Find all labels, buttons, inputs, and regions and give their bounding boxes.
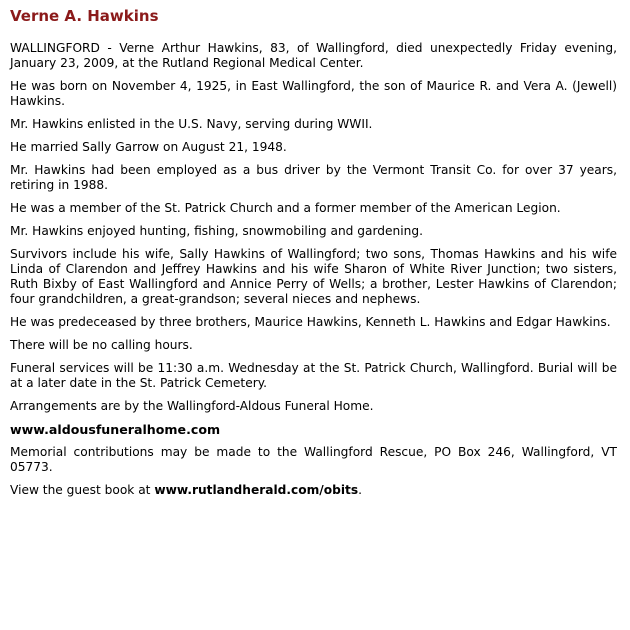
- guestbook-suffix: .: [358, 483, 362, 497]
- paragraph-predeceased: He was predeceased by three brothers, Maurice Hawkins, Kenneth L. Hawkins and Edgar Hawkins.: [10, 315, 611, 329]
- paragraph-birth: He was born on November 4, 1925, in East Wallingford, the son of Maurice R. and Vera A. (Jewell) Hawkins.: [10, 79, 617, 108]
- paragraph-memorial: Memorial contributions may be made to the Wallingford Rescue, PO Box 246, Wallingford, VT 05773.: [10, 445, 617, 474]
- paragraph-navy: Mr. Hawkins enlisted in the U.S. Navy, serving during WWII.: [10, 117, 373, 131]
- guestbook-prefix: View the guest book at: [10, 483, 155, 497]
- obituary-article: [10, 6, 617, 506]
- paragraph-death-notice: WALLINGFORD - Verne Arthur Hawkins, 83, of Wallingford, died unexpectedly Friday evening, January 23, 2009, at the Rutland Regional Medical Center.: [10, 41, 617, 70]
- paragraph-employment: Mr. Hawkins had been employed as a bus driver by the Vermont Transit Co. for over 37 years, retiring in 1988.: [10, 163, 617, 192]
- obituary-title: Verne A. Hawkins: [10, 7, 159, 25]
- paragraph-funeral-services: Funeral services will be 11:30 a.m. Wednesday at the St. Patrick Church, Wallingford. Burial will be at a later date in the St. Patrick Cemetery.: [10, 361, 617, 390]
- paragraph-hobbies: Mr. Hawkins enjoyed hunting, fishing, snowmobiling and gardening.: [10, 224, 423, 238]
- paragraph-calling-hours: There will be no calling hours.: [10, 338, 193, 352]
- guestbook-link[interactable]: www.rutlandherald.com/obits: [154, 483, 359, 497]
- paragraph-arrangements: Arrangements are by the Wallingford-Aldous Funeral Home.: [10, 399, 374, 413]
- guestbook-line: [10, 483, 617, 498]
- paragraph-marriage: He married Sally Garrow on August 21, 1948.: [10, 140, 287, 154]
- paragraph-survivors: Survivors include his wife, Sally Hawkins of Wallingford; two sons, Thomas Hawkins and his wife Linda of Clarendon and Jeffrey Hawkins and his wife Sharon of White River Junction; two sisters, Ruth Bixby of East Wallingford and Annice Perry of Wells; a brother, Lester Hawkins of Clarendon; four grandchildren, a great-grandson; several nieces and nephews.: [10, 247, 617, 306]
- paragraph-membership: He was a member of the St. Patrick Church and a former member of the American Legion.: [10, 201, 561, 215]
- funeral-home-link[interactable]: www.aldousfuneralhome.com: [10, 422, 221, 437]
